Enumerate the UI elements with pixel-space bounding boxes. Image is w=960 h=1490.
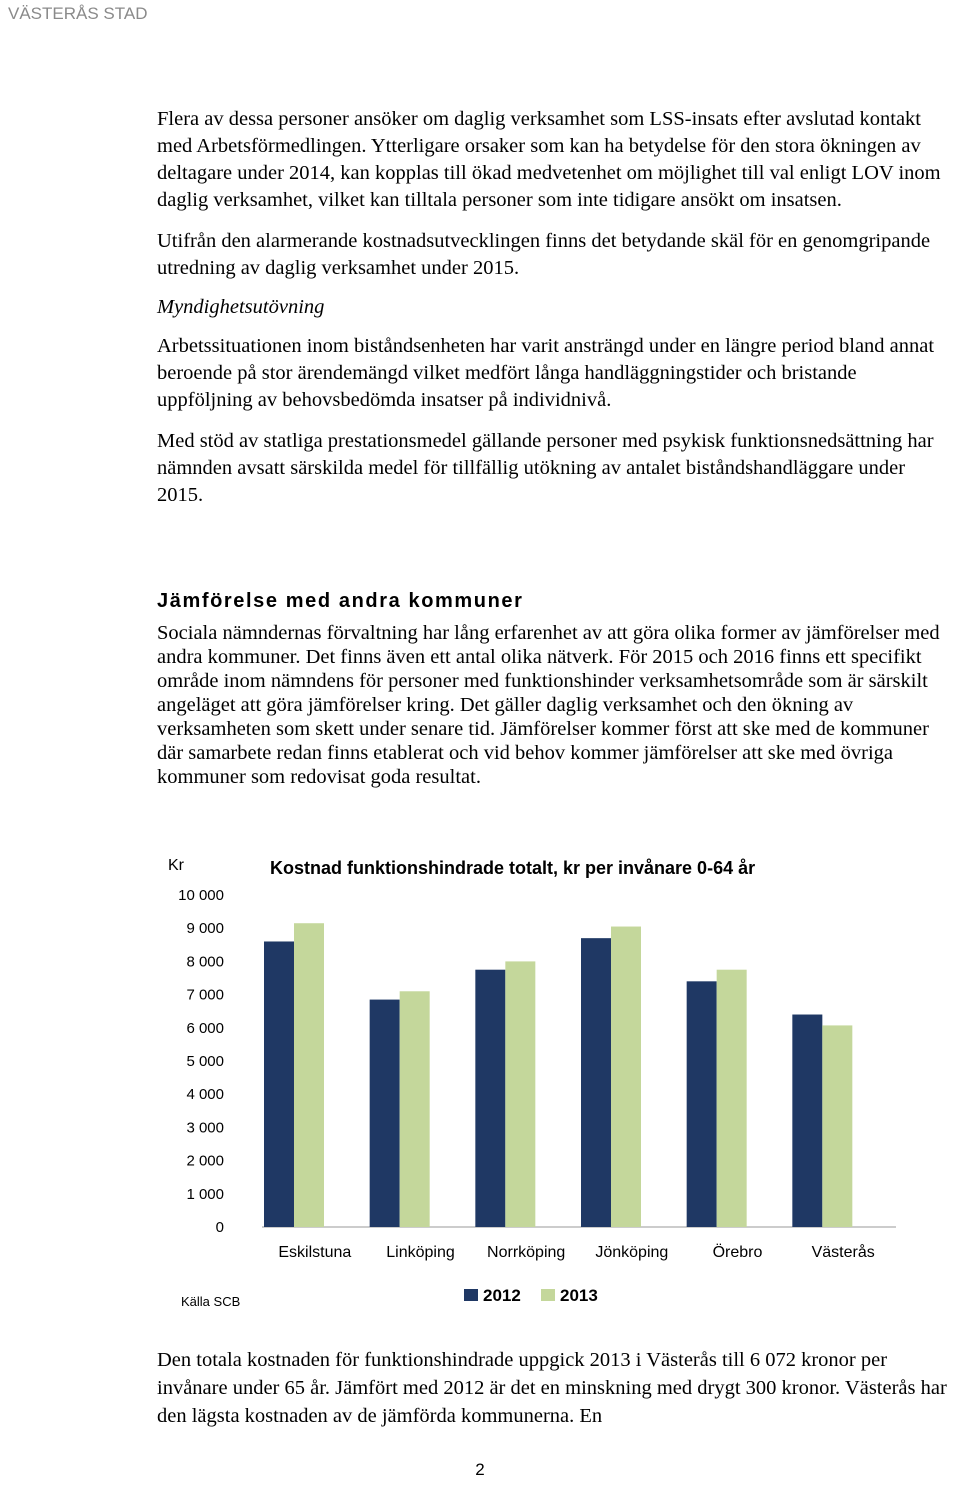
paragraph: Flera av dessa personer ansöker om daglig verksamhet som LSS-insats efter avslutad kontakt med Arbetsförmedlingen. Ytterligare orsaker som kan ha betydelse för den stora ökningen av deltagare under 2014, kan kopplas till ökad medvetenhet om möjlighet till val enligt LOV inom daglig verksamhet, vilket kan tilltala personer som inte tidigare ansökt om insatsen. <box>157 108 941 211</box>
header-title: VÄSTERÅS STAD <box>8 4 148 23</box>
bar-2013 <box>400 991 430 1227</box>
paragraph: Sociala nämndernas förvaltning har lång erfarenhet av att göra olika former av jämförelser med andra kommuner. Det finns även ett antal olika nätverk. För 2015 och 2016 finns ett specifikt område inom nämndens för personer med funktionshinder verksamhetsområde som är särskilt angeläget att göra jämförelser kring. Det gäller daglig verksamhet och den ökning av verksamheten som skett under senare tid. Jämförelser kommer först att ske med de kommuner där samarbete redan finns etablerat och vid behov kommer jämförelser att ske med övriga kommuner som redovisat goda resultat. <box>157 622 940 788</box>
bar-2012 <box>581 938 611 1227</box>
y-tick-label: 0 <box>215 1219 224 1236</box>
y-tick-label: 1 000 <box>186 1185 224 1203</box>
bar-2012 <box>370 1000 400 1227</box>
y-tick-label: 4 000 <box>186 1086 224 1104</box>
legend-label-2012: 2012 <box>483 1286 521 1305</box>
y-tick-label: 5 000 <box>186 1053 224 1070</box>
bar-2012 <box>687 981 717 1227</box>
paragraph: Arbetssituationen inom biståndsenheten har varit ansträngd under en längre period bland annat beroende på stor ärendemängd vilket medfört långa handläggningstider och bristande uppföljning av behovsbedömda insatser på individnivå. <box>157 335 935 411</box>
bar-2012 <box>264 941 294 1227</box>
y-tick-label: 8 000 <box>186 953 224 971</box>
paragraph: Den totala kostnaden för funktionshindrade uppgick 2013 i Västerås till 6 072 kronor per invånare under 65 år. Jämfört med 2012 är det en minskning med drygt 300 kronor. Västerås har den lägsta kostnaden av de jämförda kommunerna. En <box>157 1349 947 1427</box>
bar-2013 <box>611 927 641 1227</box>
main-text-block <box>157 106 947 523</box>
bar-chart <box>150 845 910 1315</box>
bar-2013 <box>294 923 324 1227</box>
y-tick-label: 3 000 <box>186 1119 224 1137</box>
bar-2013 <box>822 1025 852 1227</box>
y-tick-label: 2 000 <box>186 1152 224 1170</box>
bar-2012 <box>792 1015 822 1227</box>
legend-swatch-2012 <box>464 1289 478 1301</box>
chart-source: Källa SCB <box>181 1294 241 1309</box>
y-tick-label: 10 000 <box>178 887 224 904</box>
y-tick-label: 9 000 <box>186 920 224 938</box>
page-number: 2 <box>475 1460 485 1479</box>
x-tick-label: Jönköping <box>595 1244 669 1261</box>
bar-2013 <box>505 961 535 1227</box>
section-heading: Jämförelse med andra kommuner <box>157 590 524 612</box>
x-tick-label: Norrköping <box>487 1244 566 1261</box>
paragraph: Utifrån den alarmerande kostnadsutvecklingen finns det betydande skäl för en genomgripande utredning av daglig verksamhet under 2015. <box>157 230 931 279</box>
bar-2013 <box>717 970 747 1227</box>
bar-2012 <box>475 970 505 1227</box>
comparison-section <box>157 590 947 789</box>
y-axis-label: Kr <box>168 857 184 874</box>
subheading: Myndighetsutövning <box>157 296 325 318</box>
chart-title: Kostnad funktionshindrade totalt, kr per invånare 0-64 år <box>270 858 756 878</box>
x-tick-label: Västerås <box>811 1244 875 1261</box>
x-tick-label: Linköping <box>386 1244 455 1261</box>
legend-swatch-2013 <box>541 1289 555 1301</box>
y-tick-label: 7 000 <box>186 986 224 1004</box>
y-tick-label: 6 000 <box>186 1019 224 1037</box>
x-tick-label: Eskilstuna <box>278 1244 352 1261</box>
legend-label-2013: 2013 <box>560 1286 598 1305</box>
x-tick-label: Örebro <box>712 1244 763 1261</box>
paragraph: Med stöd av statliga prestationsmedel gällande personer med psykisk funktionsnedsättning har nämnden avsatt särskilda medel för tillfällig utökning av antalet biståndshandläggare under 2015. <box>157 430 934 506</box>
